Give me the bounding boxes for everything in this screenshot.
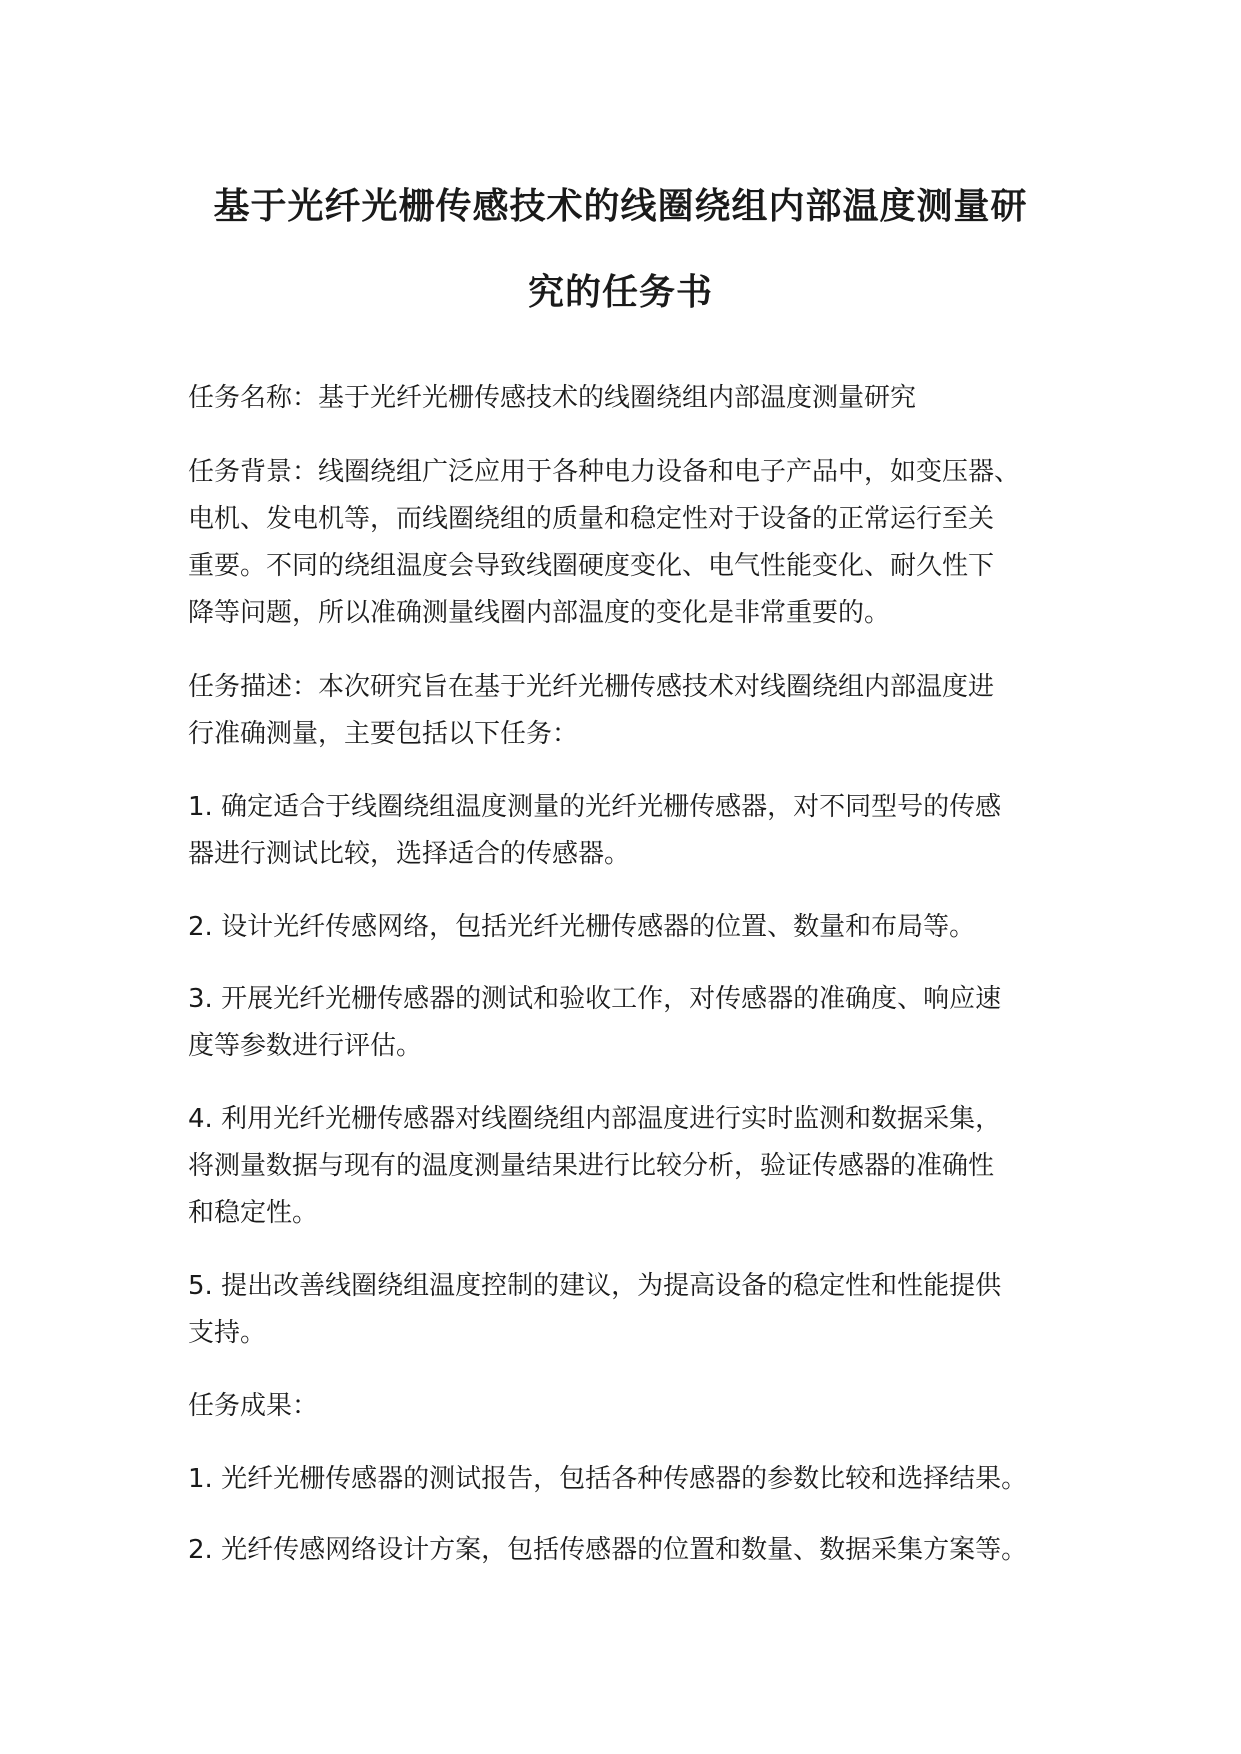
- text-line: 行准确测量，主要包括以下任务：: [188, 719, 579, 749]
- text-line: 2. 设计光纤传感网络，包括光纤光栅传感器的位置、数量和布局等。: [188, 912, 976, 942]
- document-title-line-1: 基于光纤光栅传感技术的线圈绕组内部温度测量研: [213, 186, 1028, 227]
- text-line: 1. 确定适合于线圈绕组温度测量的光纤光栅传感器，对不同型号的传感: [188, 792, 1002, 822]
- text-line: 度等参数进行评估。: [188, 1031, 423, 1061]
- task-item-2: [188, 904, 1078, 951]
- task-name-paragraph: [188, 375, 1078, 422]
- task-item-4: [188, 1096, 1078, 1237]
- document-title-line-2: 究的任务书: [527, 272, 713, 313]
- task-background-paragraph: [188, 449, 1078, 637]
- task-description-paragraph: [188, 664, 1078, 758]
- result-item-1: [188, 1456, 1078, 1503]
- task-item-5: [188, 1263, 1078, 1357]
- text-line: 5. 提出改善线圈绕组温度控制的建议，为提高设备的稳定性和性能提供: [188, 1271, 1002, 1301]
- text-line: 降等问题，所以准确测量线圈内部温度的变化是非常重要的。: [188, 598, 891, 628]
- text-line: 4. 利用光纤光栅传感器对线圈绕组内部温度进行实时监测和数据采集，: [188, 1104, 1002, 1134]
- text-line: 电机、发电机等，而线圈绕组的质量和稳定性对于设备的正常运行至关: [188, 504, 995, 534]
- text-line: 器进行测试比较，选择适合的传感器。: [188, 839, 631, 869]
- task-item-1: [188, 784, 1078, 878]
- text-line: 重要。不同的绕组温度会导致线圈硬度变化、电气性能变化、耐久性下: [188, 551, 995, 581]
- text-line: 任务描述：本次研究旨在基于光纤光栅传感技术对线圈绕组内部温度进: [188, 672, 995, 702]
- text-line: 任务名称：基于光纤光栅传感技术的线圈绕组内部温度测量研究: [188, 383, 917, 413]
- text-line: 任务成果：: [188, 1391, 319, 1421]
- text-line: 2. 光纤传感网络设计方案，包括传感器的位置和数量、数据采集方案等。: [188, 1535, 1028, 1565]
- text-line: 3. 开展光纤光栅传感器的测试和验收工作，对传感器的准确度、响应速: [188, 984, 1002, 1014]
- text-line: 1. 光纤光栅传感器的测试报告，包括各种传感器的参数比较和选择结果。: [188, 1464, 1028, 1494]
- task-item-3: [188, 976, 1078, 1070]
- text-line: 将测量数据与现有的温度测量结果进行比较分析，验证传感器的准确性: [188, 1151, 995, 1181]
- result-item-2: [188, 1527, 1078, 1574]
- text-line: 任务背景：线圈绕组广泛应用于各种电力设备和电子产品中，如变压器、: [188, 457, 1021, 487]
- text-line: 支持。: [188, 1318, 267, 1348]
- text-line: 和稳定性。: [188, 1198, 319, 1228]
- task-results-heading: [188, 1383, 1078, 1430]
